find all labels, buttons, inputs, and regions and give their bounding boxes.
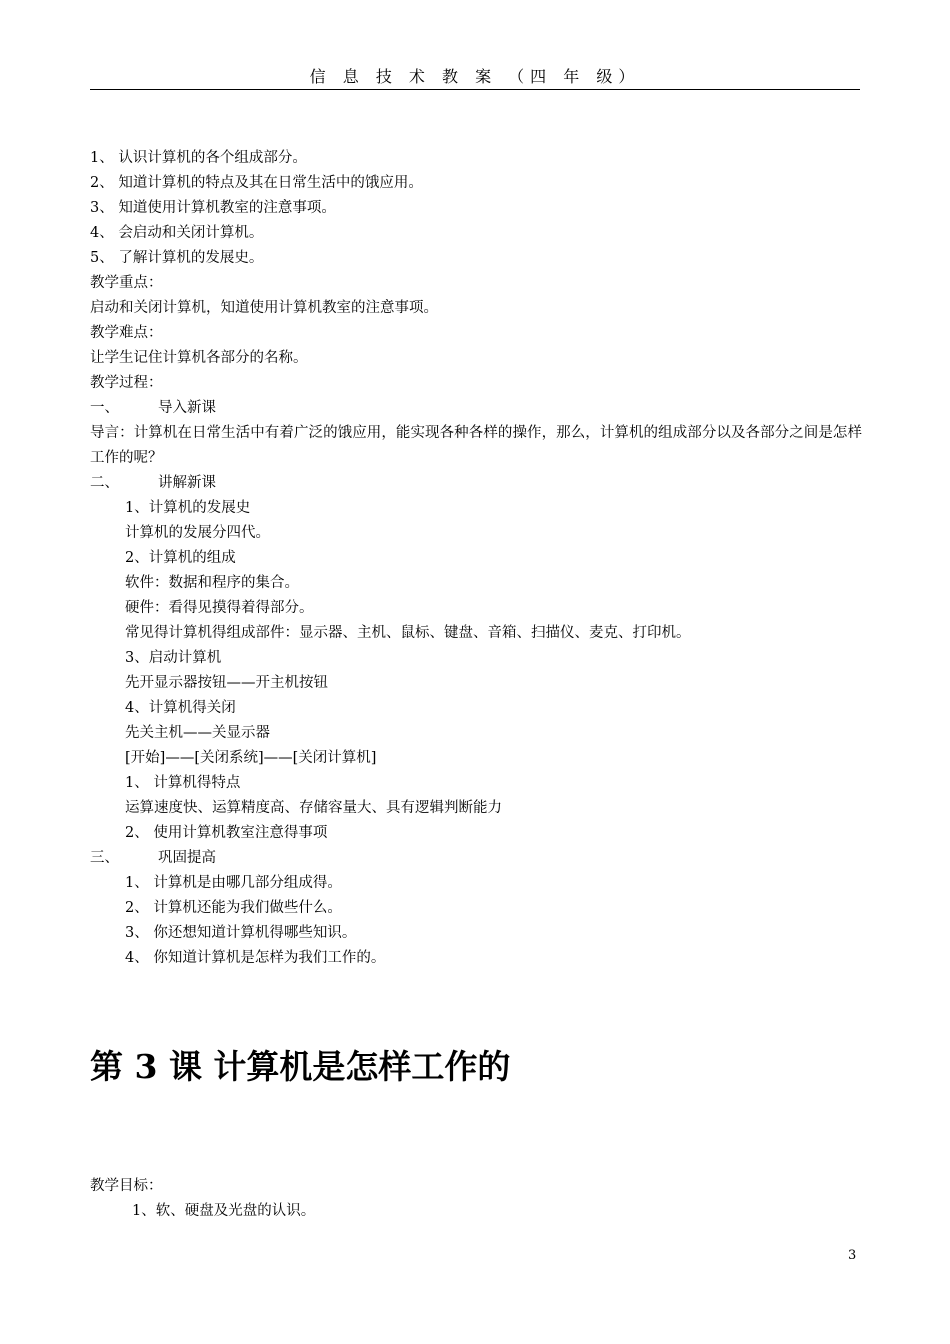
section-number: 三、 [90, 850, 119, 866]
page-number: 3 [848, 1248, 857, 1263]
section-heading-1 [90, 396, 862, 421]
section-number: 一、 [90, 400, 119, 416]
content-line: 4、计算机得关闭 [125, 700, 236, 716]
content-line: [开始]——[关闭系统]——[关闭计算机] [125, 750, 377, 766]
intro-paragraph: 导言：计算机在日常生活中有着广泛的饿应用，能实现各种各样的操作，那么，计算机的组成部分以及各部分之间是怎样工作的呢？ [90, 425, 862, 466]
content-line: 硬件：看得见摸得着得部分。 [125, 600, 314, 616]
content-line: 软件：数据和程序的集合。 [125, 575, 299, 591]
lesson-body [90, 146, 862, 971]
header-rule [90, 89, 860, 90]
content-line: 3、启动计算机 [125, 650, 222, 666]
content-line: 2、计算机的组成 [125, 550, 236, 566]
key-point-text: 启动和关闭计算机，知道使用计算机教室的注意事项。 [90, 300, 438, 316]
process-label: 教学过程： [90, 375, 163, 391]
key-point-label: 教学重点： [90, 275, 163, 291]
content-line: 先开显示器按钮——开主机按钮 [125, 675, 328, 691]
question-item: 3、 你还想知道计算机得哪些知识。 [125, 925, 357, 941]
section-title: 导入新课 [158, 400, 216, 416]
goal-item: 1、软、硬盘及光盘的认识。 [132, 1203, 316, 1219]
page-header: 信 息 技 术 教 案 （四 年 级） [309, 67, 641, 86]
difficulty-text: 让学生记住计算机各部分的名称。 [90, 350, 308, 366]
objective-item: 5、 了解计算机的发展史。 [90, 250, 264, 266]
section-heading-3 [90, 846, 862, 871]
content-line: 运算速度快、运算精度高、存储容量大、具有逻辑判断能力 [125, 800, 502, 816]
question-item: 4、 你知道计算机是怎样为我们工作的。 [125, 950, 386, 966]
section-title: 讲解新课 [158, 475, 216, 491]
section-title: 巩固提高 [158, 850, 216, 866]
lesson3-goals [90, 1174, 862, 1224]
lesson-title: 第 3 课 计算机是怎样工作的 [90, 1047, 511, 1086]
content-line: 先关主机——关显示器 [125, 725, 270, 741]
question-item: 1、 计算机是由哪几部分组成得。 [125, 875, 342, 891]
content-line: 1、 计算机得特点 [125, 775, 241, 791]
section-heading-2 [90, 471, 862, 496]
objective-item: 1、 认识计算机的各个组成部分。 [90, 150, 307, 166]
objective-item: 3、 知道使用计算机教室的注意事项。 [90, 200, 336, 216]
content-line: 2、 使用计算机教室注意得事项 [125, 825, 328, 841]
content-line: 1、计算机的发展史 [125, 500, 251, 516]
goals-label: 教学目标： [90, 1178, 163, 1194]
content-line: 计算机的发展分四代。 [125, 525, 270, 541]
question-item: 2、 计算机还能为我们做些什么。 [125, 900, 342, 916]
objective-item: 4、 会启动和关闭计算机。 [90, 225, 264, 241]
objective-item: 2、 知道计算机的特点及其在日常生活中的饿应用。 [90, 175, 423, 191]
section-number: 二、 [90, 475, 119, 491]
difficulty-label: 教学难点： [90, 325, 163, 341]
content-line: 常见得计算机得组成部件：显示器、主机、鼠标、键盘、音箱、扫描仪、麦克、打印机。 [125, 625, 691, 641]
